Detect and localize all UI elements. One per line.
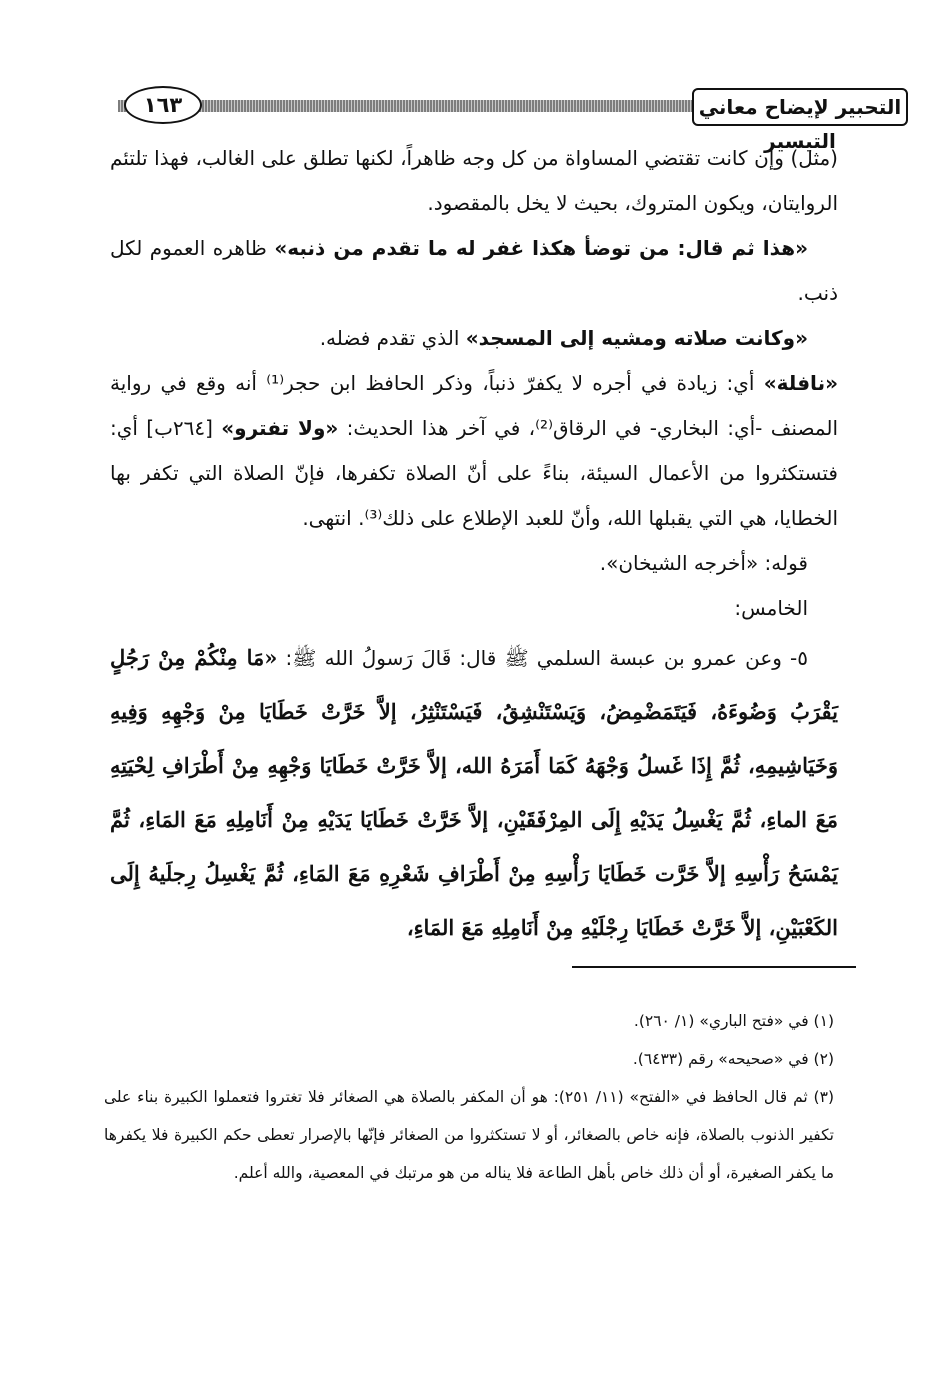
paragraph-1: (مثل) وإن كانت تقتضي المساواة من كل وجه ظاهراً، لكنها تطلق على الغالب، فهذا تلتئم الروايتان، ويكون المتروك، بحيث لا يخل بالمقصود.: [110, 146, 838, 215]
paragraph-4: [110, 361, 838, 541]
section-heading: الخامس:: [734, 596, 808, 620]
hadith-paragraph: [110, 631, 838, 955]
footnotes: [104, 1002, 834, 1192]
footnote-3: (٣) ثم قال الحافظ في «الفتح» (١١/ ٢٥١): هو أن المكفر بالصلاة هي الصغائر فلا تغتروا فتعملوا الكبيرة بناء على تكفير الذنوب بالصلاة، فإنه خاص بالصغائر، أو لا تستكثروا من الصغائر فإنّها بالإصرار تعطى حكم الكبيرة فلا يكفرها ما يكفر الصغيرة، أو أن ذلك خاص بأهل الطاعة فلا يناله من هو مرتبك في المعصية، والله أعلم.: [104, 1088, 834, 1182]
quote-bold: «هذا ثم قال: من توضأ هكذا غفر له ما تقدم من ذنبه»: [274, 236, 809, 260]
footnote-2: (٢) في «صحيحه» رقم (٦٤٣٣).: [632, 1050, 834, 1068]
commentary-text: ظاهره العموم لكل ذنب.: [110, 236, 838, 305]
paragraph-2: [110, 226, 838, 316]
commentary-text: الذي تقدم فضله.: [319, 326, 466, 350]
quote-bold: «ولا تفترو»: [221, 416, 339, 440]
footnote-1: (١) في «فتح الباري» (١/ ٢٦٠).: [633, 1012, 834, 1030]
quote-bold: «وكانت صلاته ومشيه إلى المسجد»: [465, 326, 808, 350]
footnote-separator: [572, 966, 856, 968]
commentary-text: [٢٦٤ب] أي: فتستكثروا من الأعمال السيئة، بناءً على أنّ الصلاة تكفرها، فإنّ الصلاة التي تكفر بها الخطايا، هي التي يقبلها الله، وأنّ للعبد الإطلاع على ذلك⁽³⁾. انتهى.: [110, 416, 838, 530]
quote-bold: «نافلة»: [763, 371, 838, 395]
paragraph-3: [110, 316, 838, 361]
hadith-text: «مَا مِنْكُمْ مِنْ رَجُلٍ يَقْرَبُ وَضُوءَهُ، فَيَتَمَضْمِضُ، وَيَسْتَنْشِقُ، فَيَسْتَنْثِرُ، إلاَّ خَرَّتْ خَطَايَا مِنْ وَجْهِهِ وَفِيهِ وَخَيَاشِيمِهِ، ثُمَّ إِذَا غَسلُ وَجْهَهُ كَمَا أَمَرَهُ الله، إلاَّ خَرَّتْ خَطَايَا وَجْهِهِ مِنْ أَطْرَافِ لِحْيَتِهِ مَعَ الماءِ، ثُمَّ يَغْسِلُ يَدَيْهِ إِلَى المِرْفَقَيْنِ، إلاَّ خَرَّتْ خَطَايَا يَدَيْهِ مِنْ أَنَامِلِهِ مَعَ المَاءِ، ثُمَّ يَمْسَحُ رَأْسِهِ إلاَّ خَرَّت خَطَايَا رَأْسِهِ مِنْ أَطْرَافِ شَعْرِهِ مَعَ المَاءِ، ثُمَّ يَغْسِلُ رِجلَيهُ إِلَى الكَعْبَيْنِ، إلاَّ خَرَّتْ خَطَايَا رِجْلَيْهِ مِنْ أَنَامِلِهِ مَعَ المَاءِ،: [110, 645, 838, 940]
hadith-intro: ٥- وعن عمرو بن عبسة السلمي ﷺ قال: قَالَ رَسولُ الله ﷺ:: [277, 646, 809, 670]
paragraph-5: قوله: «أخرجه الشيخان».: [599, 551, 808, 575]
page-header: [108, 84, 908, 153]
page-number: ١٦٣: [124, 86, 202, 124]
main-text: [110, 136, 838, 955]
running-title: التحبير لإيضاح معاني التيسير: [692, 88, 908, 126]
header-ornament-band: [118, 100, 718, 112]
commentary-text: أي: زيادة في أجره لا يكفرّ ذنباً، وذكر الحافظ ابن حجر⁽¹⁾ أنه وقع في رواية المصنف -أي: البخاري- في الرقاق⁽²⁾، في آخر هذا الحديث:: [110, 371, 838, 440]
